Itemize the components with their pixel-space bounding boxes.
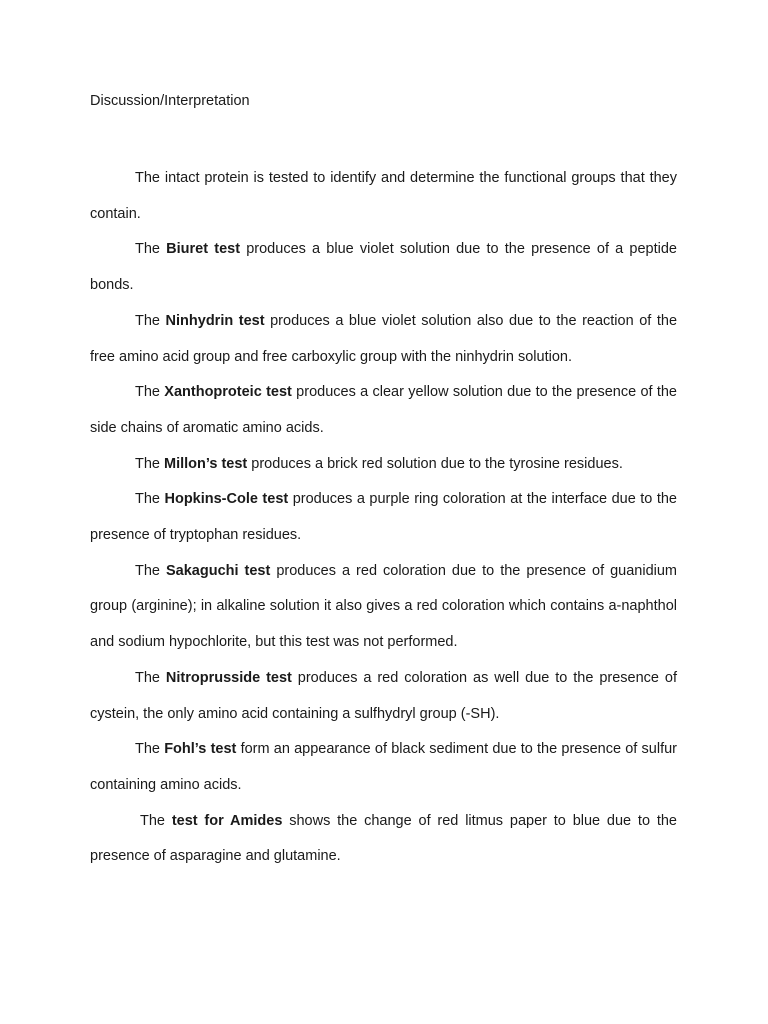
paragraph-text: form an appearance of black sediment due to the presence of sulfur containing amino acids. xyxy=(90,741,677,793)
paragraph-text: The xyxy=(135,455,165,472)
paragraph-text: produces a blue violet solution also due to the reaction of the free amino acid group and free carboxylic group with the ninhydrin solution. xyxy=(90,312,678,365)
paragraph-text: The xyxy=(140,812,172,829)
paragraph-sakaguchi-test xyxy=(90,554,677,661)
test-name: Fohl’s test xyxy=(164,741,237,758)
test-name: Nitroprusside test xyxy=(165,669,292,686)
test-name: Millon’s test xyxy=(164,455,248,472)
paragraph-text: produces a red coloration as well due to the presence of cystein, the only amino acid containing a sulfhydryl group (-SH). xyxy=(90,669,677,722)
paragraph-text: The xyxy=(135,562,166,579)
paragraph-millons-test xyxy=(90,447,677,483)
paragraph-intro xyxy=(90,161,677,232)
paragraph-biuret-test xyxy=(90,232,677,303)
paragraph-fohls-test xyxy=(90,732,677,803)
paragraph-text: shows the change of red litmus paper to blue due to the presence of asparagine and glutamine. xyxy=(90,812,678,865)
paragraph-text: The xyxy=(135,741,165,758)
paragraph-text: The xyxy=(135,669,166,686)
section-heading: Discussion/Interpretation xyxy=(90,93,250,109)
paragraph-xanthoproteic-test xyxy=(90,375,677,446)
test-name: Hopkins-Cole test xyxy=(164,491,289,508)
paragraph-text: produces a purple ring coloration at the interface due to the presence of tryptophan residues. xyxy=(90,491,677,544)
paragraph-text: The intact protein is tested to identify and determine the functional groups that they contain. xyxy=(90,170,677,222)
paragraph-text: produces a red coloration due to the presence of guanidium group (arginine); in alkaline solution it also gives a red coloration which contains a-naphthol and sodium hypochlorite, but this test was not performed. xyxy=(90,562,678,651)
paragraph-text: produces a clear yellow solution due to the presence of the side chains of aromatic amino acids. xyxy=(90,384,677,436)
test-name: Biuret test xyxy=(166,241,241,258)
test-name: Xanthoproteic test xyxy=(164,384,292,401)
paragraph-text: The xyxy=(135,384,165,401)
test-name: Ninhydrin test xyxy=(165,312,265,329)
paragraph-ninhydrin-test xyxy=(90,304,677,375)
document-body xyxy=(90,161,677,875)
paragraph-nitroprusside-test xyxy=(90,661,677,732)
paragraph-text: The xyxy=(135,312,166,329)
test-name: Sakaguchi test xyxy=(166,562,271,579)
paragraph-hopkins-cole-test xyxy=(90,482,677,553)
test-name: test for Amides xyxy=(171,812,283,829)
paragraph-text: produces a blue violet solution due to the presence of a peptide bonds. xyxy=(90,241,678,294)
paragraph-amides-test xyxy=(90,804,677,875)
paragraph-text: The xyxy=(135,491,165,508)
paragraph-text: produces a brick red solution due to the tyrosine residues. xyxy=(247,455,623,472)
paragraph-text: The xyxy=(135,241,167,258)
